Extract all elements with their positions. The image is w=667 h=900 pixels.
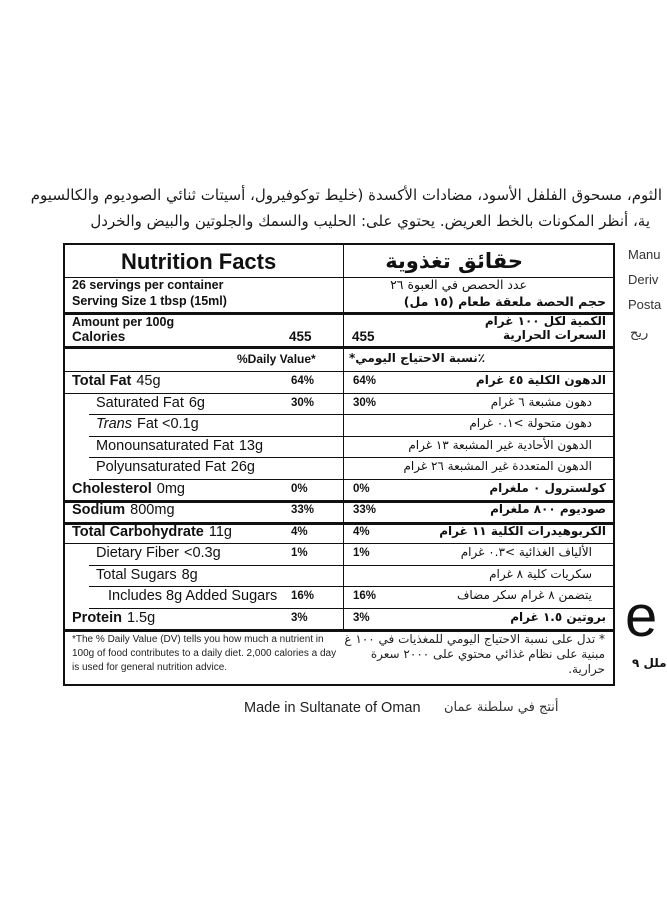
nutrient-amount-en: 11g [208, 523, 232, 540]
nutrient-amount-en: 26g [230, 459, 255, 475]
nutrient-amount-en: 0mg [156, 480, 185, 497]
nutrient-label-en: Total Fat 45g [72, 373, 161, 389]
calories-value-en: 455 [289, 329, 312, 344]
nutrient-label-ar: دهون متحولة >٠.١ غرام [469, 416, 592, 430]
nutrient-label-en: Protein 1.5g [72, 609, 156, 626]
amount-per-100g-ar: الكمية لكل ١٠٠ غرام [484, 314, 606, 328]
nutrient-label-en: Total Carbohydrate 11g [72, 523, 232, 540]
nutrient-label-ar: الدهون الأحادية غير المشبعة ١٣ غرام [408, 437, 592, 452]
side-big-letter: e [625, 584, 658, 649]
nutrient-label-ar: الدهون الكلية ٤٥ غرام [475, 373, 606, 387]
nutrient-dv-en: 1% [291, 547, 308, 559]
nutrient-amount-en: 1.5g [126, 609, 156, 626]
nutrient-dv-ar: 3% [353, 611, 370, 624]
nutrient-dv-en: 3% [291, 611, 308, 624]
daily-value-header-ar: ٪نسبة الاحتياج اليومي* [349, 351, 486, 365]
nutrient-amount-en: <0.3g [184, 545, 221, 561]
row-divider [89, 586, 613, 587]
nutrient-label-en: Sodium 800mg [72, 502, 175, 518]
calories-label-ar: السعرات الحرارية [503, 328, 606, 342]
ingredients-line-1: الثوم، مسحوق الفلفل الأسود، مضادات الأكسدة (خليط توكوفيرول، أسيتات ثنائي الصوديوم والكالسيوم [30, 186, 662, 204]
nutrient-label-ar: صوديوم ٨٠٠ ملغرام [490, 502, 606, 516]
row-divider [89, 608, 613, 609]
footnote-en: *The % Daily Value (DV) tells you how much a nutrient in 100g of food contributes to a daily diet. 2,000 calories a day is used for general nutrition advice. [72, 634, 337, 673]
nutrient-dv-ar: 33% [353, 504, 377, 516]
calories-value-ar: 455 [352, 329, 375, 344]
made-in-en: Made in Sultanate of Oman [244, 700, 421, 716]
nutrient-label-ar: سكريات كلية ٨ غرام [489, 566, 592, 581]
nutrient-label-en: Includes 8g Added Sugars [108, 588, 278, 604]
nutrient-label-en: Cholesterol 0mg [72, 480, 185, 497]
footnote-ar: * تدل على نسبة الاحتياج اليومي للمغذيات في ١٠٠ غ مبنية على نظام غذائي محتوي على ٢٠٠٠ سعرة حرارية. [344, 632, 605, 676]
nutrient-amount-en: 800mg [130, 502, 175, 518]
nutrient-amount-en: 13g [238, 437, 264, 454]
calories-label-en: Calories [72, 329, 126, 344]
made-in-ar: أنتج في سلطنة عمان [444, 700, 559, 715]
nutrient-dv-ar: 0% [353, 482, 370, 495]
nutrient-label-ar: بروتين ١.٥ غرام [510, 609, 606, 624]
nutrient-label-ar: الدهون المتعددة غير المشبعة ٢٦ غرام [403, 459, 592, 473]
panel-divider [343, 245, 344, 631]
nutrition-facts-panel [63, 243, 615, 686]
nutrient-label-ar: كولسترول ٠ ملغرام [489, 480, 606, 495]
side-text-deriv: Deriv [628, 272, 659, 287]
row-divider [65, 543, 613, 544]
nutrient-amount-en: Fat <0.1g [137, 416, 199, 432]
nutrient-label-ar: الكربوهيدرات الكلية ١١ غرام [439, 523, 606, 538]
nutrient-dv-ar: 1% [353, 547, 370, 559]
title-ar: حقائق تغذوية [385, 249, 523, 273]
nutrient-amount-en: 6g [188, 394, 205, 411]
ingredients-line-2: ية، أنظر المكونات بالخط العريض. يحتوي على: الحليب والسمك والجلوتين والبيض والخردل [90, 212, 650, 230]
row-divider [89, 479, 613, 480]
nutrient-dv-en: 0% [291, 482, 308, 495]
serving-size-en: Serving Size 1 tbsp (15ml) [72, 294, 227, 308]
nutrient-label-ar: دهون مشبعة ٦ غرام [490, 394, 592, 409]
nutrient-label-ar: الألياف الغذائية >٠.٣ غرام [460, 545, 592, 559]
row-divider [89, 457, 613, 458]
nutrient-label-en: Trans Fat <0.1g [96, 416, 199, 432]
title-en: Nutrition Facts [121, 249, 277, 274]
nutrient-dv-ar: 64% [353, 375, 377, 387]
nutrient-dv-ar: 4% [353, 525, 370, 538]
nutrient-label-en: Saturated Fat 6g [96, 394, 205, 411]
amount-per-100g-en: Amount per 100g [72, 315, 175, 329]
daily-value-header-en: %Daily Value* [237, 352, 316, 366]
nutrient-label-en: Dietary Fiber <0.3g [96, 545, 221, 561]
nutrient-amount-en: 45g [136, 373, 161, 389]
nutrient-dv-en: 64% [291, 375, 315, 387]
side-text-arabic: ريح [630, 326, 649, 341]
nutrient-dv-en: 30% [291, 396, 315, 409]
row-divider [89, 436, 613, 437]
side-unit: ملل ٩ [632, 656, 667, 670]
nutrient-dv-en: 16% [291, 590, 315, 602]
row-divider [89, 414, 613, 415]
side-text-manu: Manu [628, 247, 661, 262]
nutrient-amount-en: 8g [181, 566, 198, 583]
row-divider [89, 565, 613, 566]
nutrient-dv-en: 33% [291, 504, 315, 516]
side-text-posta: Posta [628, 297, 662, 312]
nutrient-dv-ar: 16% [353, 590, 377, 602]
serving-size-ar: حجم الحصة ملعقة طعام (١٥ مل) [403, 294, 606, 309]
nutrient-label-en: Polyunsaturated Fat 26g [96, 459, 255, 475]
nutrient-label-ar: يتضمن ٨ غرام سكر مضاف [456, 588, 592, 602]
row-divider [65, 393, 613, 394]
nutrient-label-en: Total Sugars 8g [96, 566, 198, 583]
nutrient-label-en: Monounsaturated Fat 13g [96, 437, 264, 454]
servings-ar: عدد الحصص في العبوة ٢٦ [390, 277, 527, 292]
nutrient-dv-en: 4% [291, 525, 308, 538]
servings-en: 26 servings per container [72, 278, 224, 292]
nutrient-dv-ar: 30% [353, 396, 377, 409]
